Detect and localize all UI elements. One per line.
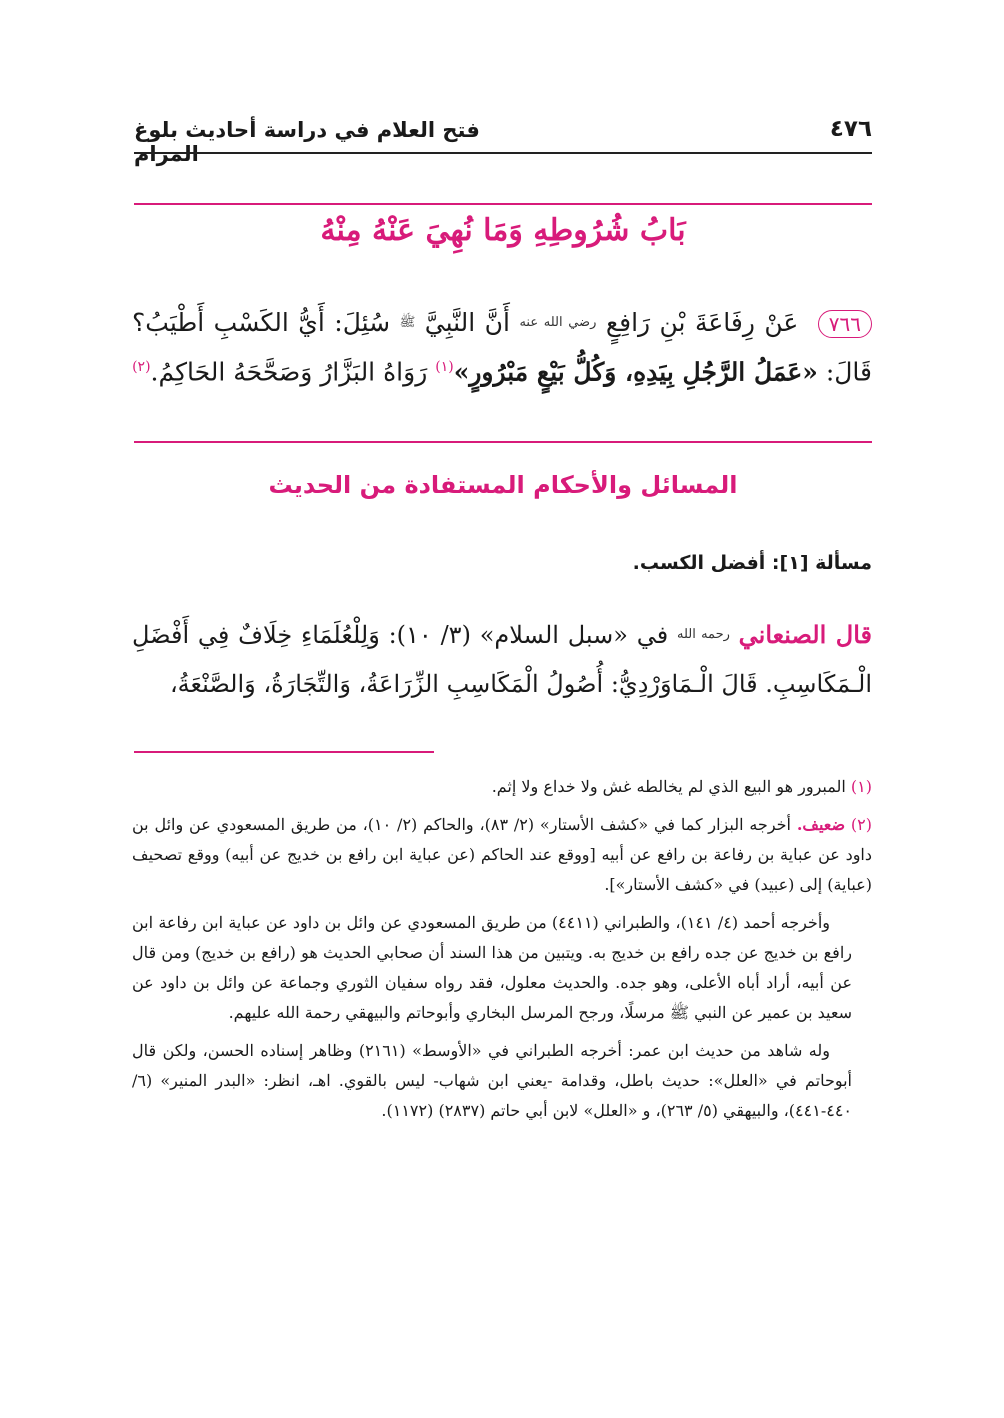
hadith-text-3: سُئِلَ: أَيُّ الكَسْبِ أَطْيَبُ؟ قَالَ:: [132, 308, 872, 387]
body-author: قال الصنعاني: [738, 620, 872, 649]
body-paragraph: [132, 610, 872, 709]
footnote-2-para-3: وله شاهد من حديث ابن عمر: أخرجه الطبراني في «الأوسط» (٢١٦١) وظاهر إسناده الحسن، ولكن قال أبوحاتم في «العلل»: حديث باطل، وقدامة -يعني ابن شهاب- ليس بالقوي. اهـ، انظر: «البدر المنير» (٦/ ٤٤٠-٤٤١)، والبيهقي (٥/ ٢٦٣)، و «العلل» لابن أبي حاتم (٢٨٣٧) (١١٧٢).: [132, 1041, 852, 1120]
issue-heading: [633, 552, 872, 574]
section-title: المسائل والأحكام المستفادة من الحديث: [268, 471, 738, 499]
running-title: فتح العلام في دراسة أحاديث بلوغ المرام: [134, 118, 480, 166]
hadith-bottom-rule: [134, 441, 872, 443]
footnote-ref-2: (٢): [132, 359, 151, 375]
footnote-1-text: المبرور هو البيع الذي لم يخالطه غش ولا خداع ولا إثم.: [491, 777, 846, 796]
issue-title: أفضل الكسب.: [632, 552, 766, 574]
issue-label: مسألة [١]:: [771, 552, 872, 574]
hadith-quote: «عَمَلُ الرَّجُلِ بِيَدِهِ، وَكُلُّ بَيْعٍ مَبْرُورٍ»: [453, 357, 818, 387]
hadith-number: ٧٦٦: [818, 310, 872, 338]
footnote-1-number: (١): [850, 777, 872, 796]
chapter-title: بَابُ شُرُوطِهِ وَمَا نُهِيَ عَنْهُ مِنْهُ: [320, 213, 686, 248]
footnote-2-para-1: أخرجه البزار كما في «كشف الأستار» (٢/ ٨٣)، والحاكم (٢/ ١٠)، من طريق المسعودي عن وائل بن داود عن عباية بن رفاعة بن رافع عن أبيه [ووقع عند الحاكم (عن عباية ابن رافع بن خديج عن أبيه) ووقع تصحيف (عباية) إلى (عبيد) في «كشف الأستار»].: [132, 815, 872, 894]
hadith-narration: رَوَاهُ البَزَّارُ وَصَحَّحَهُ الحَاكِمُ.: [150, 357, 428, 387]
hadith-text-2: أَنَّ النَّبِيَّ: [424, 308, 510, 337]
body-honorific: رحمه الله: [676, 627, 730, 642]
page-number: ٤٧٦: [829, 116, 872, 142]
footnote-1: [132, 772, 872, 802]
hadith-block: [132, 300, 872, 394]
body-intro: في «سبل السلام» (٣/ ١٠):: [388, 621, 669, 649]
header-rule: [134, 152, 872, 154]
hadith-text-1: عَنْ رِفَاعَةَ بْنِ رَافِعٍ: [605, 308, 799, 337]
honorific-prophet: ﷺ: [399, 315, 416, 330]
chapter-top-rule: [134, 203, 872, 205]
footnote-2-para-2: وأخرجه أحمد (٤/ ١٤١)، والطبراني (٤٤١١) من طريق المسعودي عن وائل بن داود عن عباية ابن رفاعة ابن رافع بن خديج عن جده رافع بن خديج به. ويتبين من هذا السند أن صحابي الحديث هو (رافع بن خديج) ومن قال عن أبيه، أراد أباه الأعلى، وهو جده. والحديث معلول، فقد رواه سفيان الثوري وجماعة عن وائل بن داود عن سعيد بن عمير عن النبي ﷺ مرسلًا، ورجح المرسل البخاري وأبوحاتم والبيهقي رحمة الله عليهم.: [132, 913, 852, 1022]
footnote-ref-1: (١): [435, 359, 454, 375]
honorific-companion: رضي الله عنه: [519, 315, 597, 330]
footnote-2-number: (٢): [850, 815, 872, 834]
footnote-2-grade: ضعيف.: [796, 815, 846, 834]
footnote-2: [132, 810, 872, 900]
body-text: وَلِلْعُلَمَاءِ خِلَافٌ فِي أَفْضَلِ الْـمَكَاسِبِ. قَالَ الْـمَاوَرْدِيُّ: أُصُولُ الْمَكَاسِبِ الزِّرَاعَةُ، وَالتِّجَارَةُ، وَالصَّنْعَةُ،: [132, 621, 872, 698]
footnote-rule: [134, 751, 434, 753]
footnotes: [132, 772, 872, 1134]
